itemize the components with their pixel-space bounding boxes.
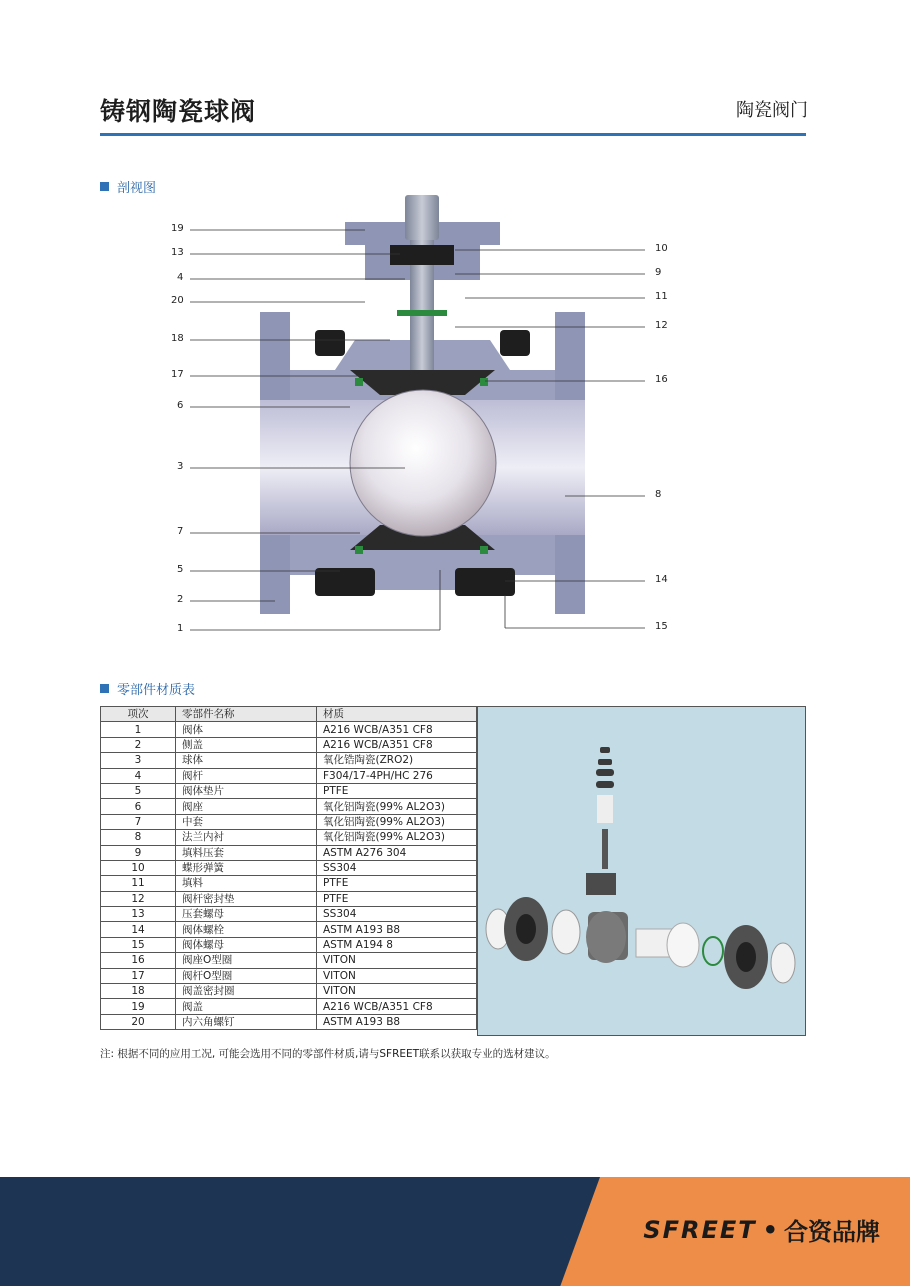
table-row xyxy=(101,984,477,999)
callout-6: 6 xyxy=(177,400,184,411)
cell-no: 20 xyxy=(101,1014,176,1029)
cell-material: PTFE xyxy=(317,876,477,891)
cell-no: 8 xyxy=(101,830,176,845)
cell-no: 6 xyxy=(101,799,176,814)
section-heading-parts xyxy=(100,679,195,698)
cell-name: 内六角螺钉 xyxy=(176,1014,317,1029)
cell-material: VITON xyxy=(317,984,477,999)
table-row xyxy=(101,937,477,952)
callout-7: 7 xyxy=(177,526,184,537)
callout-14: 14 xyxy=(655,574,668,585)
callout-3: 3 xyxy=(177,461,184,472)
cell-no: 9 xyxy=(101,845,176,860)
table-row xyxy=(101,814,477,829)
table-body xyxy=(101,722,477,1030)
cell-name: 阀体螺母 xyxy=(176,937,317,952)
cell-no: 12 xyxy=(101,891,176,906)
cell-no: 3 xyxy=(101,753,176,768)
cell-no: 10 xyxy=(101,860,176,875)
table-row xyxy=(101,737,477,752)
cell-material: 氧化铝陶瓷(99% AL2O3) xyxy=(317,799,477,814)
cell-no: 4 xyxy=(101,768,176,783)
cell-name: 填料压套 xyxy=(176,845,317,860)
callout-19: 19 xyxy=(171,223,184,234)
table-row xyxy=(101,783,477,798)
table-row xyxy=(101,876,477,891)
cell-material: SS304 xyxy=(317,907,477,922)
cell-material: PTFE xyxy=(317,891,477,906)
col-material: 材质 xyxy=(317,707,477,722)
cell-name: 侧盖 xyxy=(176,737,317,752)
cell-no: 7 xyxy=(101,814,176,829)
table-row xyxy=(101,753,477,768)
cell-no: 16 xyxy=(101,953,176,968)
brand-logo xyxy=(643,1212,880,1247)
cell-name: 阀杆密封垫 xyxy=(176,891,317,906)
valve-cross-section xyxy=(165,190,680,640)
cell-name: 填料 xyxy=(176,876,317,891)
table-row xyxy=(101,922,477,937)
cell-material: A216 WCB/A351 CF8 xyxy=(317,999,477,1014)
callout-11: 11 xyxy=(655,291,668,302)
callout-16: 16 xyxy=(655,374,668,385)
callout-2: 2 xyxy=(177,594,184,605)
table-row xyxy=(101,830,477,845)
cell-material: A216 WCB/A351 CF8 xyxy=(317,737,477,752)
exploded-view-image xyxy=(477,706,806,1036)
table-row xyxy=(101,1014,477,1029)
cell-name: 阀座O型圈 xyxy=(176,953,317,968)
callout-20: 20 xyxy=(171,295,184,306)
callout-15: 15 xyxy=(655,621,668,632)
footnote: 注: 根据不同的应用工况, 可能会选用不同的零部件材质,请与SFREET联系以获取专业的选材建议。 xyxy=(100,1048,556,1060)
table-header-row xyxy=(101,707,477,722)
section-square-icon xyxy=(100,684,109,693)
cell-material: ASTM A276 304 xyxy=(317,845,477,860)
cell-no: 17 xyxy=(101,968,176,983)
callout-13: 13 xyxy=(171,247,184,258)
cell-name: 阀座 xyxy=(176,799,317,814)
cell-no: 19 xyxy=(101,999,176,1014)
cell-material: SS304 xyxy=(317,860,477,875)
col-no: 项次 xyxy=(101,707,176,722)
cell-material: ASTM A193 B8 xyxy=(317,1014,477,1029)
cell-name: 压套螺母 xyxy=(176,907,317,922)
table-row xyxy=(101,845,477,860)
page-title: 铸钢陶瓷球阀 xyxy=(100,97,257,126)
table-row xyxy=(101,999,477,1014)
callout-10: 10 xyxy=(655,243,668,254)
cell-name: 球体 xyxy=(176,753,317,768)
col-name: 零部件名称 xyxy=(176,707,317,722)
cell-no: 11 xyxy=(101,876,176,891)
section-heading-view xyxy=(100,177,156,196)
header-divider xyxy=(100,133,806,136)
page-category: 陶瓷阀门 xyxy=(736,100,808,121)
cell-material: VITON xyxy=(317,968,477,983)
cell-material: VITON xyxy=(317,953,477,968)
table-row xyxy=(101,968,477,983)
table-row xyxy=(101,860,477,875)
table-row xyxy=(101,907,477,922)
table-row xyxy=(101,891,477,906)
parts-area xyxy=(100,706,806,1036)
callout-9: 9 xyxy=(655,267,662,278)
callout-1: 1 xyxy=(177,623,184,634)
table-row xyxy=(101,953,477,968)
cell-no: 1 xyxy=(101,722,176,737)
cell-name: 中套 xyxy=(176,814,317,829)
table-row xyxy=(101,722,477,737)
section-label: 剖视图 xyxy=(117,181,157,196)
cell-material: 氧化铝陶瓷(99% AL2O3) xyxy=(317,814,477,829)
callout-12: 12 xyxy=(655,320,668,331)
brand-name: SFREET xyxy=(643,1215,757,1244)
cell-material: ASTM A193 B8 xyxy=(317,922,477,937)
cell-name: 阀盖密封圈 xyxy=(176,984,317,999)
callout-8: 8 xyxy=(655,489,662,500)
callout-5: 5 xyxy=(177,564,184,575)
callout-4: 4 xyxy=(177,272,184,283)
brand-dot: • xyxy=(762,1215,778,1244)
table-row xyxy=(101,768,477,783)
cell-name: 阀体 xyxy=(176,722,317,737)
cell-no: 13 xyxy=(101,907,176,922)
callout-17: 17 xyxy=(171,369,184,380)
cell-no: 15 xyxy=(101,937,176,952)
section-square-icon xyxy=(100,182,109,191)
cell-material: F304/17-4PH/HC 276 xyxy=(317,768,477,783)
cell-material: PTFE xyxy=(317,783,477,798)
cell-name: 阀杆 xyxy=(176,768,317,783)
cell-material: 氧化锆陶瓷(ZRO2) xyxy=(317,753,477,768)
cell-no: 14 xyxy=(101,922,176,937)
callout-18: 18 xyxy=(171,333,184,344)
cell-name: 法兰内衬 xyxy=(176,830,317,845)
section-label: 零部件材质表 xyxy=(117,683,196,698)
cell-material: ASTM A194 8 xyxy=(317,937,477,952)
cell-no: 2 xyxy=(101,737,176,752)
cell-name: 阀杆O型圈 xyxy=(176,968,317,983)
cell-name: 阀体螺栓 xyxy=(176,922,317,937)
cell-no: 5 xyxy=(101,783,176,798)
parts-table xyxy=(100,706,477,1030)
cell-material: A216 WCB/A351 CF8 xyxy=(317,722,477,737)
table-row xyxy=(101,799,477,814)
brand-tagline: 合资品牌 xyxy=(784,1218,880,1246)
cell-material: 氧化铝陶瓷(99% AL2O3) xyxy=(317,830,477,845)
cell-name: 蝶形弹簧 xyxy=(176,860,317,875)
cell-name: 阀体垫片 xyxy=(176,783,317,798)
cell-no: 18 xyxy=(101,984,176,999)
cell-name: 阀盖 xyxy=(176,999,317,1014)
